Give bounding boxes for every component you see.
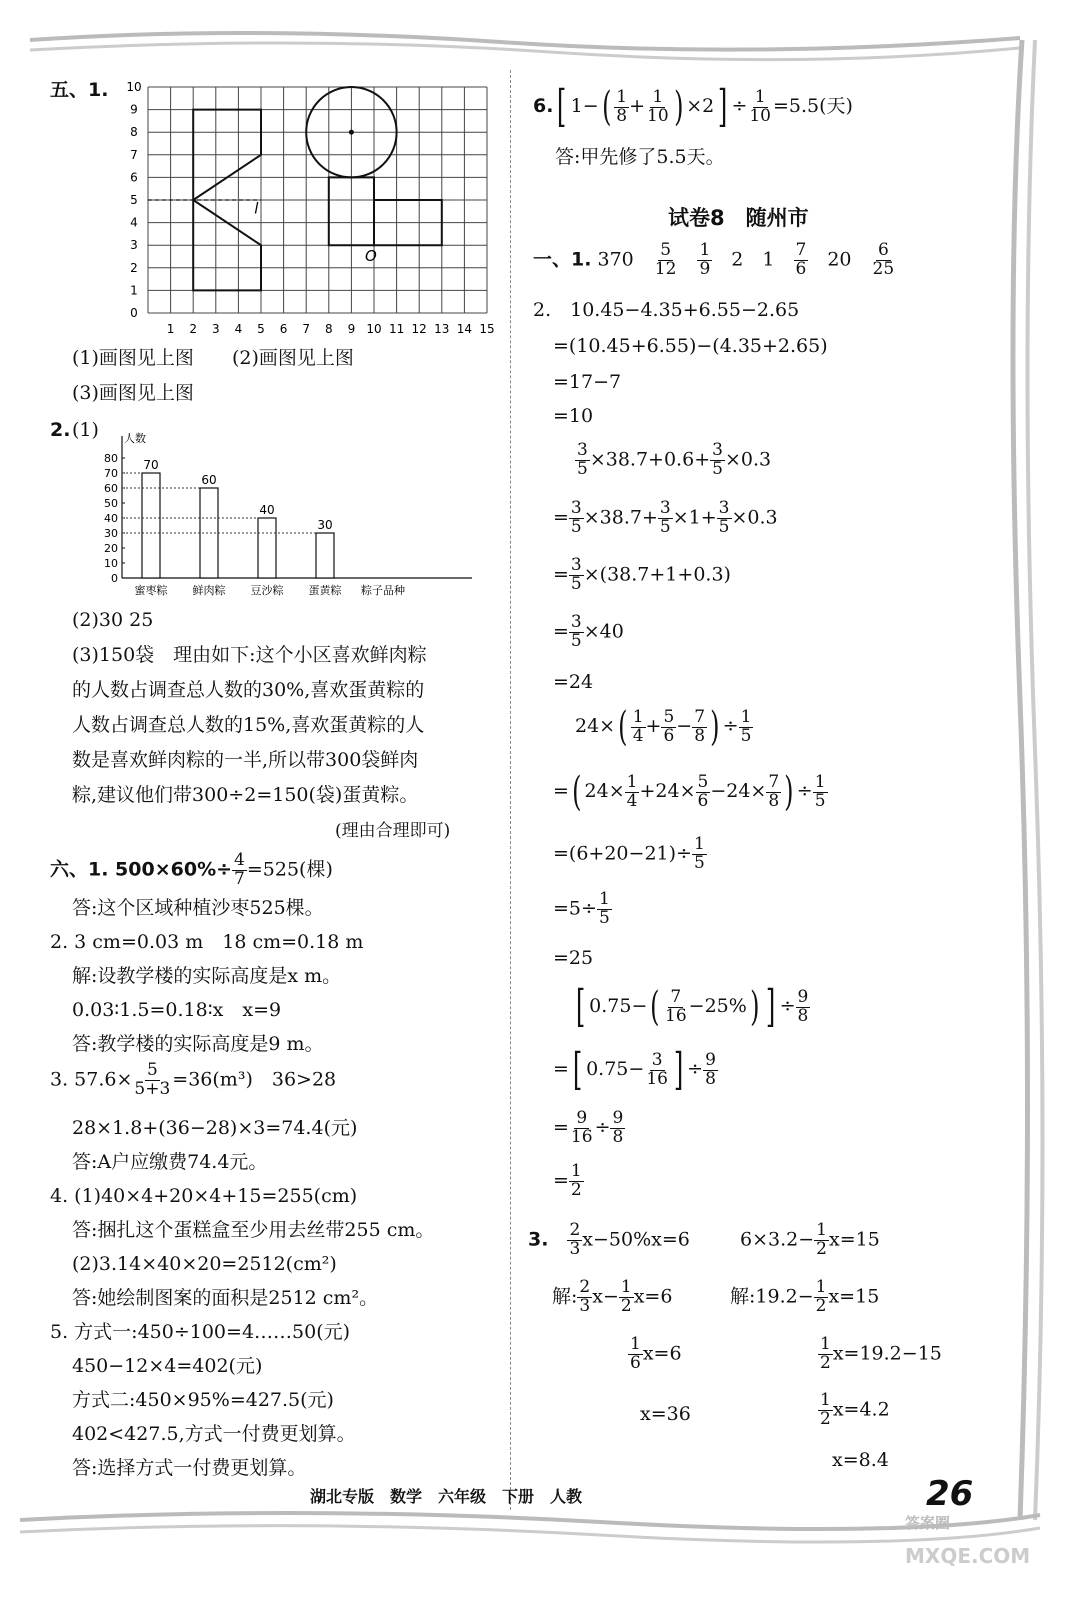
r-q6: 6.[ 1−( $\frac{1}{8}$ + $\frac{1}{10}$ ) ×2] ÷ $\frac{1}{10}$ =5.5(天): [533, 81, 853, 132]
s5-q2-a3-l2: 的人数占调查总人数的30%,喜欢蛋黄粽的: [72, 679, 425, 701]
grid-x-tick: 5: [257, 322, 265, 336]
grid-x-tick: 3: [211, 322, 220, 336]
r-e14: = $\frac{1}{2}$: [553, 1161, 582, 1200]
s5-q2-a2: (2)30 25: [72, 609, 154, 631]
r-e7: =( 24× $\frac{1}{4}$ +24× $\frac{5}{6}$ −24× $\frac{7}{8}$ ) ÷ $\frac{1}{5}$: [553, 769, 826, 815]
grid-x-tick: 1: [166, 322, 175, 336]
grid-x-tick: 11: [388, 322, 405, 336]
r-q6-ans: 答:甲先修了5.5天。: [555, 146, 725, 168]
s5-q2-sub1: (1): [72, 419, 99, 441]
s5-q2-note: (理由合理即可): [335, 821, 451, 841]
r-p2-l1: 2. 10.45−4.35+6.55−2.65: [533, 299, 800, 321]
y-axis-label: 人数: [124, 432, 146, 445]
bar-value-label: 40: [259, 503, 275, 517]
s5-q2-label: 2.: [50, 419, 71, 441]
x-category-label: 豆沙粽: [250, 584, 284, 597]
r-q3-s3: $\frac{1}{6}$ x=6: [630, 1334, 682, 1373]
r-e13: = $\frac{9}{16}$ ÷ $\frac{9}{8}$: [553, 1108, 624, 1147]
s5-q1-label: 五、1.: [50, 79, 109, 101]
s5-q1-a2: (2)画图见上图: [232, 347, 354, 369]
y-tick-label: 30: [104, 527, 118, 540]
s5-q2-a3-l1: (3)150袋 理由如下:这个小区喜欢鲜肉粽: [72, 644, 427, 666]
r-e4: = $\frac{3}{5}$ ×40: [553, 612, 624, 651]
r-q3-b: 6×3.2− $\frac{1}{2}$ x=15: [740, 1220, 880, 1259]
label-o: O: [364, 247, 377, 266]
r-title: 试卷8 随州市: [668, 206, 809, 230]
r-p2-l2: =(10.45+6.55)−(4.35+2.65): [553, 335, 828, 357]
grid-x-tick: 2: [189, 322, 198, 336]
r-q3-a: 3. $\frac{2}{3}$ x−50%x=6: [528, 1220, 690, 1259]
y-tick-label: 0: [111, 572, 118, 585]
s6-q2-l3: 0.03∶1.5=0.18∶x x=9: [72, 999, 282, 1021]
s6-q5-l2: 450−12×4=402(元): [72, 1355, 263, 1377]
s6-q2-l1: 2. 3 cm=0.03 m 18 cm=0.18 m: [50, 931, 364, 953]
s6-q5-l1: 5. 方式一:450÷100=4……50(元): [50, 1321, 351, 1343]
bar-value-label: 60: [201, 473, 217, 487]
r-e10: =25: [553, 947, 594, 969]
r-q3-s5: x=36: [640, 1403, 691, 1425]
grid-y-tick: 4: [130, 215, 138, 230]
s6-q2-ans: 答:教学楼的实际高度是9 m。: [72, 1033, 324, 1055]
grid-figure: [108, 80, 495, 342]
site-watermark: MXQE.COM: [905, 1544, 1031, 1568]
s6-q4-l2: (2)3.14×40×20=2512(cm²): [72, 1253, 337, 1275]
r-q3-s2: 解:19.2− $\frac{1}{2}$ x=15: [730, 1277, 880, 1316]
s6-q1-ans: 答:这个区域种植沙枣525棵。: [72, 897, 324, 919]
s6-q3-ans: 答:A户应缴费74.4元。: [72, 1151, 268, 1173]
r-e8: =(6+20−21)÷ $\frac{1}{5}$: [553, 834, 705, 873]
grid-y-tick: 8: [130, 125, 138, 140]
s5-q2-a3-l3: 人数占调查总人数的15%,喜欢蛋黄粽的人: [72, 714, 425, 736]
r-e12: =[ 0.75− $\frac{3}{16}$ ] ÷ $\frac{9}{8}$: [553, 1044, 716, 1095]
r-e5: =24: [553, 671, 594, 693]
grid-x-tick: 12: [411, 322, 427, 336]
s6-q5-l3: 方式二:450×95%=427.5(元): [72, 1389, 334, 1411]
grid-y-tick: 0: [130, 306, 138, 320]
grid-y-tick: 1: [130, 283, 138, 298]
bar: [258, 518, 276, 578]
bar: [142, 473, 160, 578]
y-tick-label: 80: [104, 452, 118, 465]
page-number: 26: [926, 1474, 974, 1514]
grid-x-tick: 13: [434, 322, 450, 336]
grid-y-tick: 7: [130, 147, 138, 162]
grid-x-tick: 7: [302, 322, 311, 336]
y-tick-label: 60: [104, 482, 118, 495]
bar-chart: [92, 418, 492, 603]
r-p2-l4: =10: [553, 405, 594, 427]
s5-q2-a3-l5: 粽,建议他们带300÷2=150(袋)蛋黄粽。: [72, 784, 419, 806]
footer-text: 湖北专版 数学 六年级 下册 人教: [310, 1487, 583, 1506]
x-category-label: 蛋黄粽: [308, 584, 342, 597]
s6-q4-l1: 4. (1)40×4+20×4+15=255(cm): [50, 1185, 358, 1207]
r-q3-s7: x=8.4: [832, 1449, 889, 1471]
s6-q2-l2: 解:设教学楼的实际高度是x m。: [72, 965, 342, 987]
grid-x-tick: 6: [279, 322, 288, 336]
grid-x-tick: 9: [347, 322, 356, 336]
y-tick-label: 70: [104, 467, 118, 480]
r-e3: = $\frac{3}{5}$ ×(38.7+1+0.3): [553, 555, 731, 594]
grid-y-tick: 10: [126, 80, 142, 94]
r-q3-s6: $\frac{1}{2}$ x=4.2: [820, 1390, 890, 1429]
grid-x-tick: 15: [479, 322, 495, 336]
s6-q3-l2: 28×1.8+(36−28)×3=74.4(元): [72, 1117, 358, 1139]
y-tick-label: 20: [104, 542, 118, 555]
bar: [316, 533, 334, 578]
bar-value-label: 30: [317, 518, 333, 532]
grid-y-tick: 2: [130, 260, 138, 275]
x-category-label: 鲜肉粽: [192, 584, 226, 597]
grid-x-tick: 14: [456, 322, 473, 336]
r-e6: 24×( $\frac{1}{4}$ + $\frac{5}{6}$ − $\frac{7}{8}$ ) ÷ $\frac{1}{5}$: [575, 704, 752, 750]
y-tick-label: 50: [104, 497, 118, 510]
s6-q4-ans2: 答:她绘制图案的面积是2512 cm²。: [72, 1287, 379, 1309]
r-q3-s4: $\frac{1}{2}$ x=19.2−15: [820, 1334, 942, 1373]
r-e1: $\frac{3}{5}$ ×38.7+0.6+ $\frac{3}{5}$ ×0.3: [577, 440, 772, 479]
s5-q2-a3-l4: 数是喜欢鲜肉粽的一半,所以带300袋鲜肉: [72, 749, 419, 771]
r-e2: = $\frac{3}{5}$ ×38.7+ $\frac{3}{5}$ ×1+ $\frac{3}{5}$ ×0.3: [553, 498, 778, 537]
s6-q4-ans1: 答:捆扎这个蛋糕盒至少用去丝带255 cm。: [72, 1219, 435, 1241]
x-category-label: 蜜枣粽: [134, 584, 168, 597]
bar-value-label: 70: [143, 458, 159, 472]
grid-x-tick: 4: [234, 322, 243, 336]
s5-q1-a1: (1)画图见上图: [72, 347, 194, 369]
r-p1: 一、1. 370 $\frac{5}{12}$ $\frac{1}{9}$ 2 1 $\frac{7}{6}$ 20 $\frac{6}{25}$: [533, 240, 895, 279]
s6-q1-expr: 六、1. 500×60%÷: [50, 858, 233, 881]
s6-q5-ans: 答:选择方式一付费更划算。: [72, 1457, 307, 1479]
s6-q3: 3. 57.6× $\frac{5}{5+3}$ =36(m³) 36>28: [50, 1060, 337, 1099]
r-e9: =5÷ $\frac{1}{5}$: [553, 889, 610, 928]
circle-center: [349, 130, 354, 135]
y-tick-label: 10: [104, 557, 118, 570]
label-l: l: [254, 199, 259, 218]
column-divider: [510, 70, 511, 1510]
grid-y-tick: 5: [130, 193, 138, 207]
s5-q1-a3: (3)画图见上图: [72, 382, 194, 404]
watermark: 答案圈: [905, 1514, 951, 1532]
grid-x-tick: 10: [366, 322, 382, 336]
r-p2-l3: =17−7: [553, 371, 622, 393]
r-e11: [ 0.75−( $\frac{7}{16}$ −25%) ] ÷ $\frac{9}{8}$: [575, 981, 809, 1032]
r-q3-s1: 解: $\frac{2}{3}$ x− $\frac{1}{2}$ x=6: [552, 1277, 673, 1316]
grid-y-tick: 6: [130, 170, 138, 185]
y-tick-label: 40: [104, 512, 118, 525]
s6-q1: 六、1. 500×60%÷ $\frac{4}{7}$ =525(棵): [50, 850, 333, 889]
x-axis-label: 粽子品种: [361, 584, 405, 597]
grid-x-tick: 8: [324, 322, 333, 336]
grid-y-tick: 9: [130, 102, 138, 117]
grid-y-tick: 3: [130, 238, 138, 253]
s6-q5-l4: 402<427.5,方式一付费更划算。: [72, 1423, 356, 1445]
